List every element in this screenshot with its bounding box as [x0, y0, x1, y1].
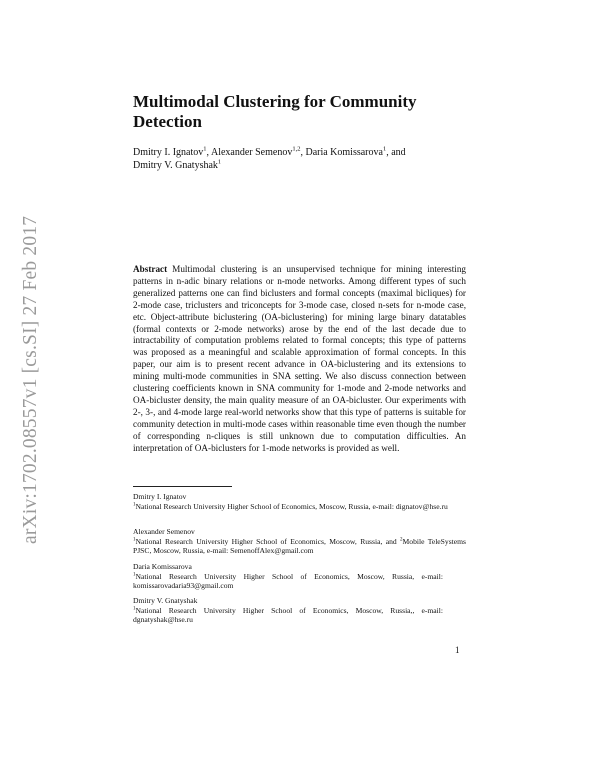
author-name: Dmitry I. Ignatov: [133, 147, 204, 158]
paper-title-line-1: Multimodal Clustering for Community: [133, 92, 417, 111]
affiliation-mark: 2: [400, 537, 403, 543]
author-name: Dmitry V. Gnatyshak: [133, 159, 218, 171]
author-conjunction: , and: [386, 147, 406, 158]
author-list: [133, 147, 473, 172]
affiliation-text: National Research University Higher School of Economics, Moscow, Russia,, e-mail: dgnatyshak@hse.ru: [133, 605, 443, 625]
affiliation-author-name: Dmitry I. Ignatov: [133, 492, 187, 501]
author-affiliation-mark: 1: [382, 145, 387, 153]
page-number: 1: [455, 645, 460, 655]
affiliation-komissarova: [133, 562, 443, 591]
author-name: Daria Komissarova: [305, 147, 383, 158]
affiliation-semenov: [133, 527, 466, 556]
affiliation-text: National Research University Higher School of Economics, Moscow, Russia, e-mail: komissarovadaria93@gmail.com: [133, 571, 443, 591]
author-affiliation-mark: 1: [203, 145, 207, 153]
affiliation-author-name: Daria Komissarova: [133, 562, 192, 571]
author-separator: ,: [206, 147, 211, 158]
paper-title-line-2: Detection: [133, 111, 202, 131]
affiliation-mark: 1: [133, 572, 136, 578]
author-name: Alexander Semenov: [210, 147, 293, 158]
abstract: [133, 264, 466, 455]
affiliation-author-name: Dmitry V. Gnatyshak: [133, 596, 198, 605]
footnote-divider: [133, 486, 232, 487]
affiliation-ignatov: [133, 492, 466, 511]
affiliation-author-name: Alexander Semenov: [133, 527, 195, 536]
abstract-label: Abstract: [133, 264, 168, 274]
author-separator: ,: [300, 147, 306, 158]
author-affiliation-mark: 1: [217, 158, 222, 166]
affiliation-text: National Research University Higher School of Economics, Moscow, Russia, and: [135, 536, 401, 546]
affiliation-text: National Research University Higher School of Economics, Moscow, Russia, e-mail: dignatov@hse.ru: [135, 501, 448, 511]
affiliation-mark: 1: [133, 537, 136, 543]
paper-title: [133, 92, 463, 131]
affiliation-mark: 1: [133, 502, 136, 508]
abstract-text: Multimodal clustering is an unsupervised technique for mining interesting patterns in n-adic binary relations or n-mode networks. Among different types of such generalized patterns one can find biclusters and formal concepts (maximal bicliques) for 2-mode case, triclusters and triconcepts for 3-mode case, closed n-sets for n-mode case, etc. Object-attribute biclustering (OA-biclustering) for mining large binary datatables (formal contexts or 2-mode networks) arose by the end of the last decade due to intractability of computation problems related to formal concepts; this type of patterns was proposed as a meaningful and scalable approximation of formal concepts. In this paper, our aim is to present recent advance in OA-biclustering and its extensions to mining multi-mode communities in SNA setting. We also discuss connection between clustering coefficients known in SNA community for 1-mode and 2-mode networks and OA-bicluster density, the main quality measure of an OA-bicluster. Our experiments with 2-, 3-, and 4-mode large real-world networks show that this type of patterns is suitable for community detection in multi-mode cases within reasonable time even though the number of corresponding n-cliques is still unknown due to computation difficulties. An interpretation of OA-biclusters for 1-mode networks is provided as well.: [133, 264, 467, 453]
affiliation-mark: 1: [133, 606, 136, 612]
author-affiliation-mark: 1,2: [292, 145, 301, 153]
arxiv-identifier-stamp: arXiv:1702.08557v1 [cs.SI] 27 Feb 2017: [20, 215, 41, 544]
affiliation-gnatyshak: [133, 596, 443, 625]
affiliation-text: Mobile TeleSystems PJSC, Moscow, Russia, e-mail: SemenoffAlex@gmail.com: [133, 536, 466, 556]
